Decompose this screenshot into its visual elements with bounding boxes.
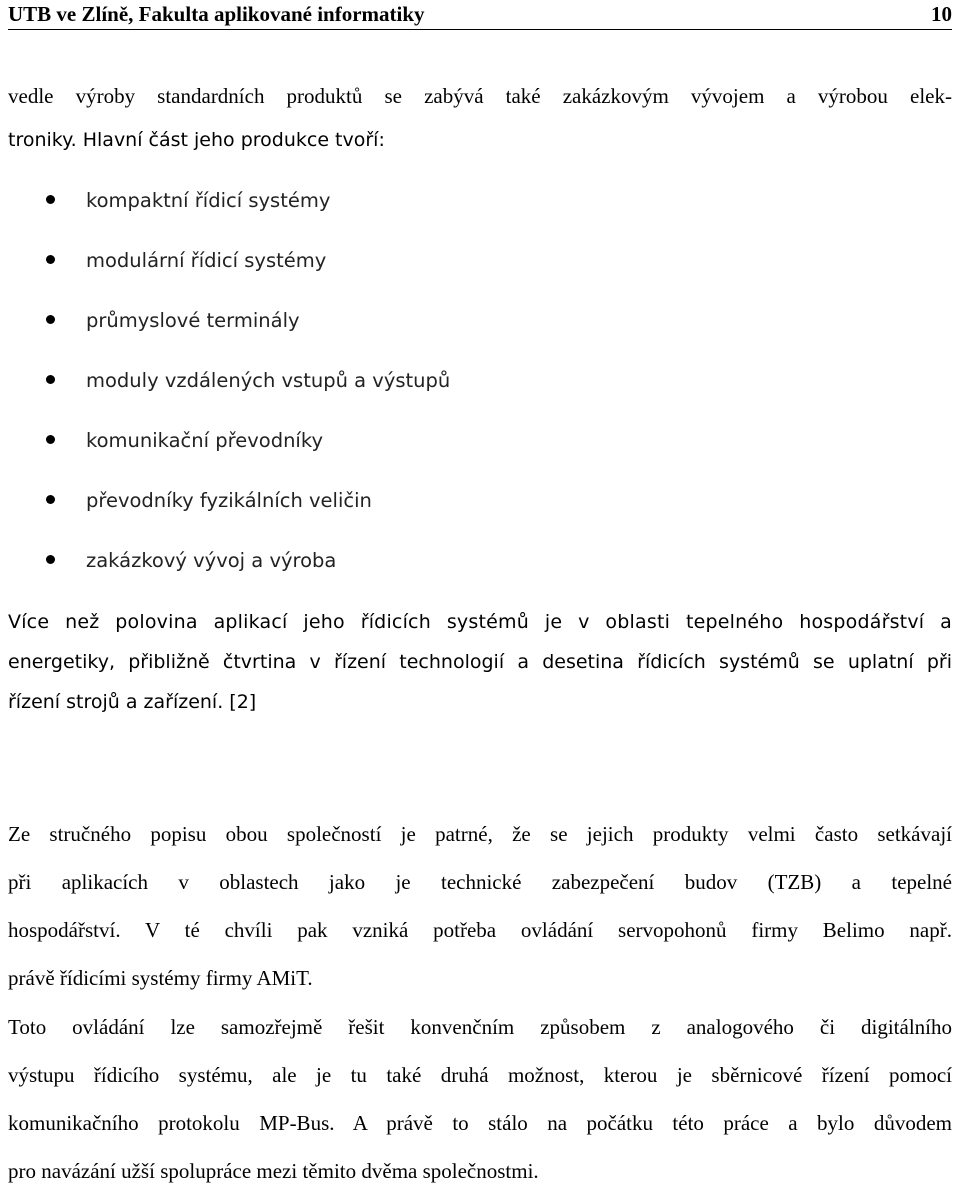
bullet-icon bbox=[46, 375, 55, 384]
text-line: energetiky, přibližně čtvrtina v řízení technologií a desetina řídicích systémů se uplatní při bbox=[8, 651, 952, 673]
text-line: vedle výroby standardních produktů se zabývá také zakázkovým vývojem a výrobou elek- bbox=[8, 84, 952, 108]
text-line: výstupu řídicího systému, ale je tu také druhá možnost, kterou je sběrnicové řízení pomocí bbox=[8, 1063, 952, 1087]
text-line: Ze stručného popisu obou společností je patrné, že se jejich produkty velmi často setkávají bbox=[8, 822, 952, 846]
paragraph-usage bbox=[8, 602, 952, 722]
text-line: při aplikacích v oblastech jako je technické zabezpečení budov (TZB) a tepelné bbox=[8, 870, 952, 894]
paragraph-control bbox=[8, 1003, 952, 1195]
bullet-icon bbox=[46, 315, 55, 324]
paragraph-comparison bbox=[8, 810, 952, 1002]
text-line: Více než polovina aplikací jeho řídicích systémů je v oblasti tepelného hospodářství a bbox=[8, 611, 952, 633]
bullet-icon bbox=[46, 195, 55, 204]
bullet-icon bbox=[46, 255, 55, 264]
header-title: UTB ve Zlíně, Fakulta aplikované informatiky bbox=[8, 2, 425, 26]
text-line: Toto ovládání lze samozřejmě řešit konvenčním způsobem z analogového či digitálního bbox=[8, 1015, 952, 1039]
text-line: právě řídicími systémy firmy AMiT. bbox=[8, 966, 313, 990]
page-number: 10 bbox=[931, 2, 952, 26]
bullet-icon bbox=[46, 555, 55, 564]
text-line: komunikačního protokolu MP-Bus. A právě to stálo na počátku této práce a bylo důvodem bbox=[8, 1111, 952, 1135]
bullet-icon bbox=[46, 435, 55, 444]
text-line: řízení strojů a zařízení. [2] bbox=[8, 691, 257, 713]
page-header bbox=[8, 0, 952, 30]
intro-paragraph bbox=[8, 76, 952, 160]
text-line: hospodářství. V té chvíli pak vzniká potřeba ovládání servopohonů firmy Belimo např. bbox=[8, 918, 952, 942]
bullet-icon bbox=[46, 495, 55, 504]
text-line: troniky. Hlavní část jeho produkce tvoří: bbox=[8, 129, 385, 151]
text-line: pro navázání užší spolupráce mezi těmito dvěma společnostmi. bbox=[8, 1159, 539, 1183]
